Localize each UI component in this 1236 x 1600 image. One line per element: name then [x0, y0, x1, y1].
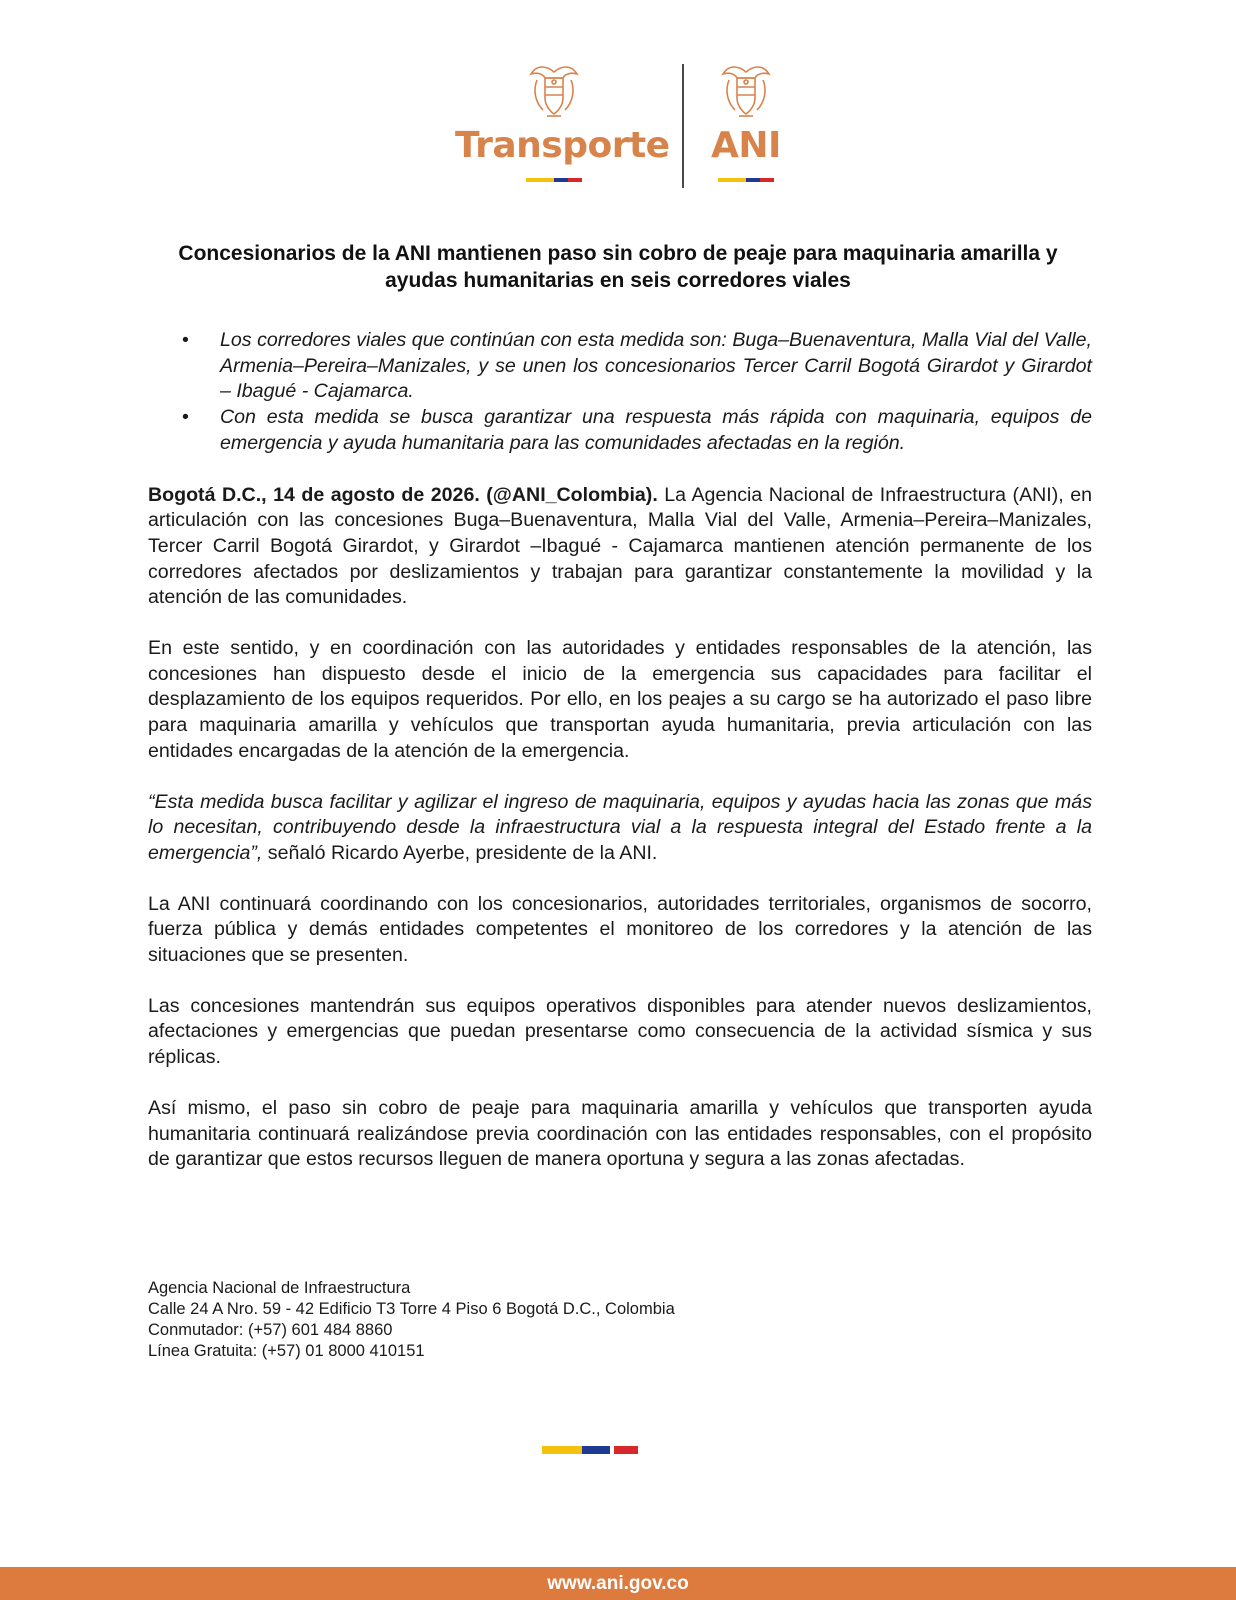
address-street: Calle 24 A Nro. 59 - 42 Edificio T3 Torre 4 Piso 6 Bogotá D.C., Colombia [148, 1300, 675, 1318]
highlights-list [148, 328, 1092, 457]
footer-url-link[interactable]: www.ani.gov.co [547, 1572, 689, 1594]
paragraph: Así mismo, el paso sin cobro de peaje para maquinaria amarilla y vehículos que transporten ayuda humanitaria continuará realizándose previa coordinación con las entidades responsables, con el propósito de garantizar que estos recursos lleguen de manera oportuna y segura a las zonas afectadas. [148, 1096, 1092, 1171]
list-item: • Los corredores viales que continúan con esta medida son: Buga–Buenaventura, Malla Vial del Valle, Armenia–Pereira–Manizales, y se unen los concesionarios Tercer Carril Bogotá Girardot y Girardot – Ibagué - Cajamarca. [148, 328, 1092, 405]
intro-text: La Agencia Nacional de Infraestructura (ANI), en articulación con las concesiones Buga–Buenaventura, Malla Vial del Valle, Armenia–Pereira–Manizales, Tercer Carril Bogotá Girardot, y Girardot –Ibagué - Cajamarca mantienen atención permanente de los corredores afectados por deslizamientos y trabajan para garantizar constantemente la movilidad y la atención de las comunidades. [148, 483, 1092, 609]
paragraph: En este sentido, y en coordinación con las autoridades y entidades responsables de la atención, las concesiones han dispuesto desde el inicio de la emergencia sus capacidades para facilitar el desplazamiento de los equipos requeridos. Por ello, en los peajes a su cargo se ha autorizado el paso libre para maquinaria amarilla y vehículos que transportan ayuda humanitaria, previa articulación con las entidades encargadas de la atención de la emergencia. [148, 637, 1092, 762]
header [0, 0, 1236, 200]
address-phone: Conmutador: (+57) 601 484 8860 [148, 1321, 393, 1339]
paragraph: La ANI continuará coordinando con los concesionarios, autoridades territoriales, organismos de socorro, fuerza pública y demás entidades competentes el monitoreo de los corredores y la atención de las situaciones que se presenten. [148, 892, 1092, 967]
press-release-body [148, 328, 1092, 1198]
list-item: • Con esta medida se busca garantizar una respuesta más rápida con maquinaria, equipos de emergencia y ayuda humanitaria para las comunidades afectadas en la región. [148, 405, 1092, 456]
paragraph: Las concesiones mantendrán sus equipos operativos disponibles para atender nuevos deslizamientos, afectaciones y emergencias que puedan presentarse como consecuencia de la actividad sísmica y sus réplicas. [148, 994, 1092, 1069]
logo-divider [682, 64, 684, 188]
footer-bar [0, 1567, 1236, 1600]
ani-wordmark: ANI [711, 125, 781, 166]
quote-attribution: señaló Ricardo Ayerbe, presidente de la ANI. [262, 841, 658, 864]
quote-text: “Esta medida busca facilitar y agilizar el ingreso de maquinaria, equipos y ayudas hacia las zonas que más lo necesitan, contribuyendo desde la infraestructura vial a la respuesta integral del Estado frente a la emergencia”, [148, 790, 1092, 864]
transporte-flag-bar [526, 178, 582, 182]
press-release-title: Concesionarios de la ANI mantienen paso sin cobro de peaje para maquinaria amarilla y ayudas humanitarias en seis corredores viales [178, 242, 1058, 292]
paragraph-quote [148, 790, 1092, 867]
address-toll-free: Línea Gratuita: (+57) 01 8000 410151 [148, 1342, 425, 1360]
dateline: Bogotá D.C., 14 de agosto de 2026. (@ANI_Colombia). [148, 483, 658, 506]
address-org: Agencia Nacional de Infraestructura [148, 1279, 411, 1297]
flag-bar [542, 1446, 638, 1454]
ani-flag-bar [718, 178, 774, 182]
ani-logo [706, 60, 786, 182]
coat-of-arms-icon [715, 60, 777, 122]
contact-address [148, 1278, 675, 1362]
coat-of-arms-icon [523, 60, 585, 122]
paragraph-intro [148, 483, 1092, 612]
transporte-logo [455, 60, 670, 182]
transporte-wordmark: Transporte [455, 125, 670, 166]
